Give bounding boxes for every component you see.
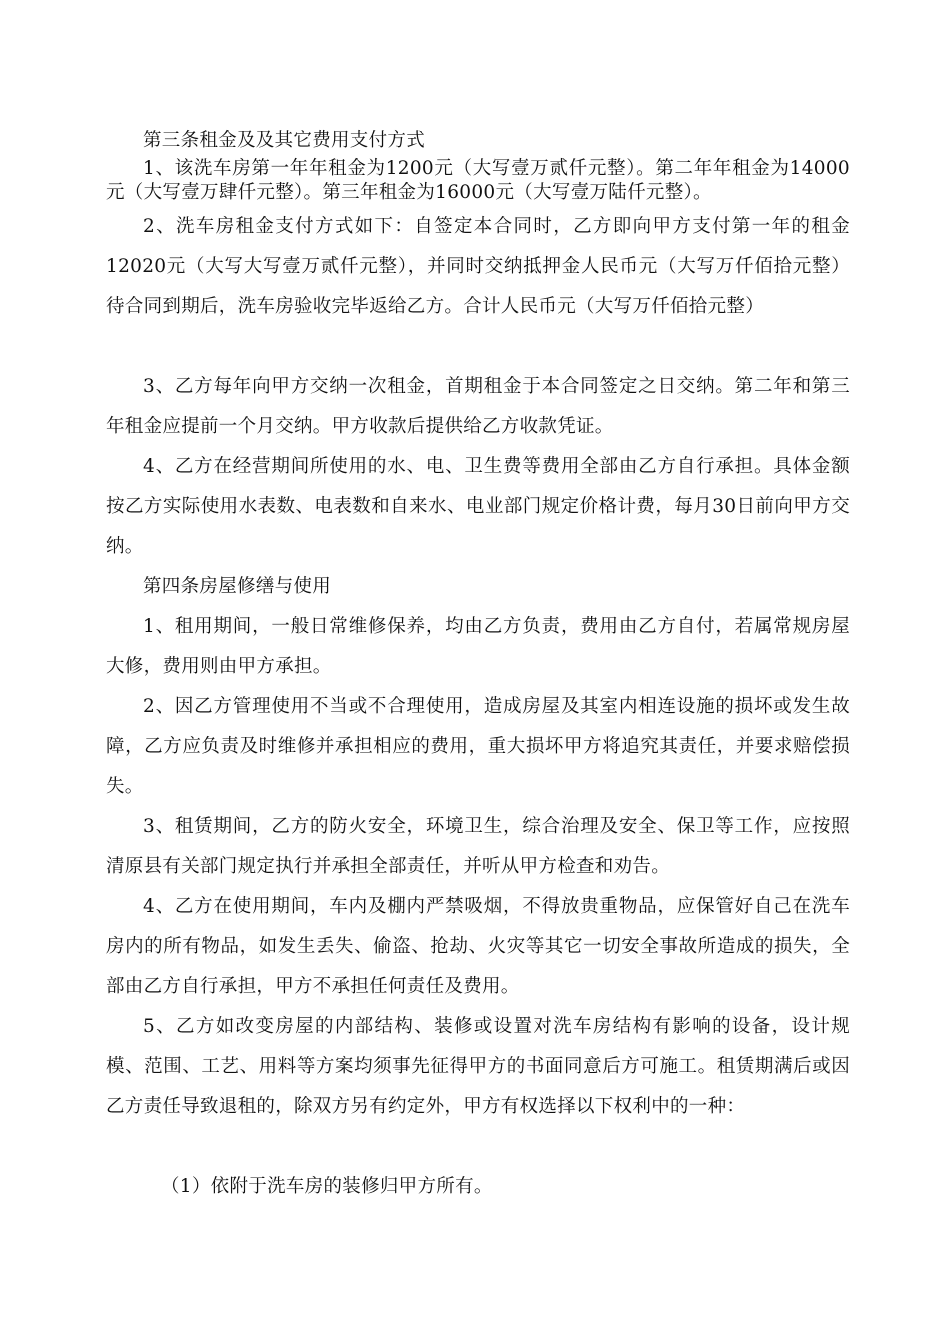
article-4-heading: 第四条房屋修缮与使用 xyxy=(143,576,332,597)
article-4-clause-2: 2、因乙方管理使用不当或不合理使用，造成房屋及其室内相连设施的损坏或发生故障，乙方应负责及时维修并承担相应的费用，重大损坏甲方将追究其责任，并要求赔偿损失。 xyxy=(106,696,850,797)
article-3-clause-1: 1、该洗车房第一年年租金为1200元（大写壹万贰仟元整）。第二年年租金为14000元（大写壹万肆仟元整）。第三年租金为16000元（大写壹万陆仟元整）。 xyxy=(106,158,850,203)
article-4-clause-5-option-1: （1）依附于洗车房的装修归甲方所有。 xyxy=(161,1176,493,1197)
article-3-heading: 第三条租金及及其它费用支付方式 xyxy=(143,130,426,151)
article-4-clause-4: 4、乙方在使用期间，车内及棚内严禁吸烟，不得放贵重物品，应保管好自己在洗车房内的所有物品，如发生丢失、偷盗、抢劫、火灾等其它一切安全事故所造成的损失，全部由乙方自行承担，甲方不承担任何责任及费用。 xyxy=(106,896,850,997)
article-3-clause-3: 3、乙方每年向甲方交纳一次租金，首期租金于本合同签定之日交纳。第二年和第三年租金应提前一个月交纳。甲方收款后提供给乙方收款凭证。 xyxy=(106,376,850,437)
article-3-clause-4: 4、乙方在经营期间所使用的水、电、卫生费等费用全部由乙方自行承担。具体金额按乙方实际使用水表数、电表数和自来水、电业部门规定价格计费，每月30日前向甲方交纳。 xyxy=(106,456,850,557)
article-4-clause-3: 3、租赁期间，乙方的防火安全，环境卫生，综合治理及安全、保卫等工作，应按照清原县有关部门规定执行并承担全部责任，并听从甲方检查和劝告。 xyxy=(106,816,850,877)
article-3-clause-2: 2、洗车房租金支付方式如下：自签定本合同时，乙方即向甲方支付第一年的租金12020元（大写大写壹万贰仟元整），并同时交纳抵押金人民币元（大写万仟佰拾元整）待合同到期后，洗车房验收完毕返给乙方。合计人民币元（大写万仟佰拾元整） xyxy=(106,216,850,317)
article-4-clause-5: 5、乙方如改变房屋的内部结构、装修或设置对洗车房结构有影响的设备，设计规模、范围、工艺、用料等方案均须事先征得甲方的书面同意后方可施工。租赁期满后或因乙方责任导致退租的，除双方另有约定外，甲方有权选择以下权利中的一种： xyxy=(106,1016,850,1117)
article-4-clause-1: 1、租用期间，一般日常维修保养，均由乙方负责，费用由乙方自付，若属常规房屋大修，费用则由甲方承担。 xyxy=(106,616,850,677)
